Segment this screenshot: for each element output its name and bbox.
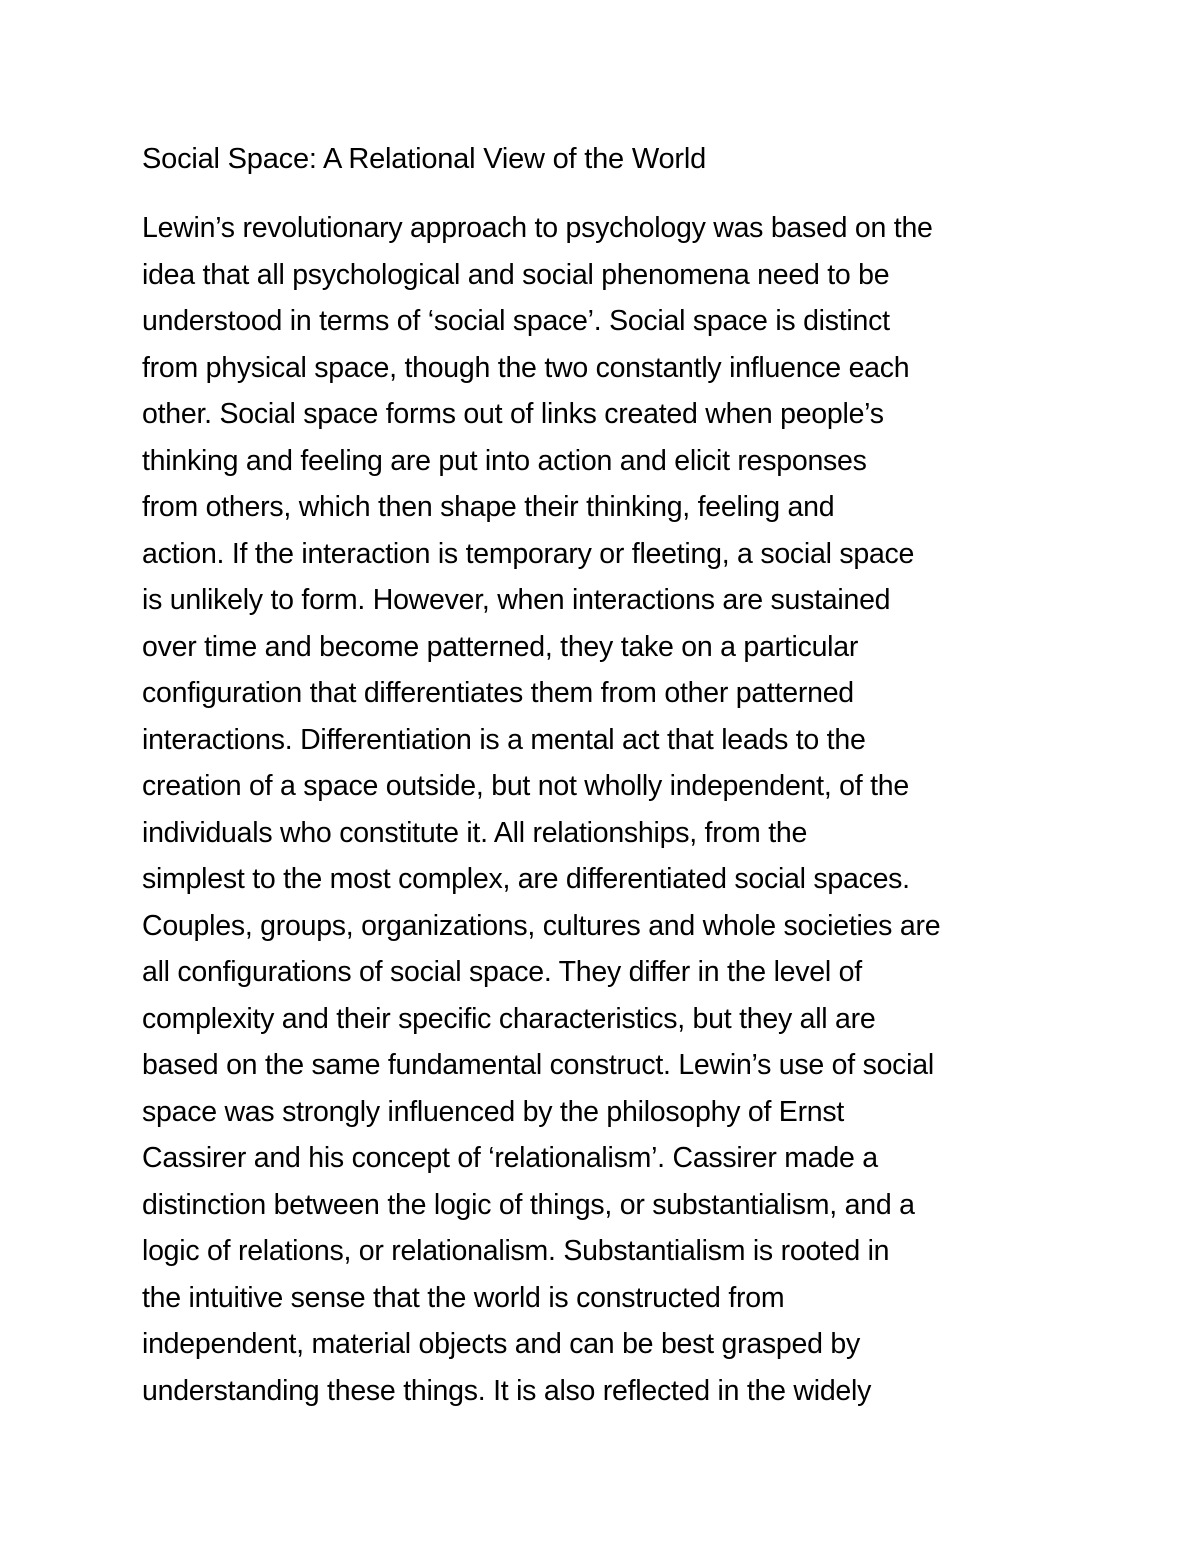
text-line: is unlikely to form. However, when interactions are sustained xyxy=(142,584,891,616)
text-line: other. Social space forms out of links created when people’s xyxy=(142,398,884,430)
text-line: based on the same fundamental construct. Lewin’s use of social xyxy=(142,1049,934,1081)
text-line: the intuitive sense that the world is constructed from xyxy=(142,1281,785,1314)
text-line: creation of a space outside, but not wholly independent, of the xyxy=(142,770,909,802)
text-line: idea that all psychological and social phenomena need to be xyxy=(142,258,890,291)
text-line: from physical space, though the two constantly influence each xyxy=(142,351,910,384)
text-line: space was strongly influenced by the philosophy of Ernst xyxy=(142,1095,845,1128)
text-line: configuration that differentiates them from other patterned xyxy=(142,677,854,709)
text-line: individuals who constitute it. All relationships, from the xyxy=(142,816,808,849)
text-line: interactions. Differentiation is a mental act that leads to the xyxy=(142,723,866,756)
text-line: logic of relations, or relationalism. Substantialism is rooted in xyxy=(142,1235,890,1267)
text-line: action. If the interaction is temporary or fleeting, a social space xyxy=(142,537,915,570)
document-title: Social Space: A Relational View of the World xyxy=(142,143,707,175)
text-line: all configurations of social space. They differ in the level of xyxy=(142,956,862,988)
text-line: simplest to the most complex, are differentiated social spaces. xyxy=(142,863,910,895)
text-line: Couples, groups, organizations, cultures and whole societies are xyxy=(142,909,941,942)
text-line: thinking and feeling are put into action and elicit responses xyxy=(142,444,867,477)
text-line: complexity and their specific characteristics, but they all are xyxy=(142,1002,876,1035)
text-line: distinction between the logic of things, or substantialism, and a xyxy=(142,1188,915,1221)
text-line: over time and become patterned, they take on a particular xyxy=(142,630,859,663)
text-line: from others, which then shape their thinking, feeling and xyxy=(142,491,835,523)
text-line: Lewin’s revolutionary approach to psychology was based on the xyxy=(142,212,933,244)
body-paragraph xyxy=(142,210,940,1419)
text-line: Cassirer and his concept of ‘relationalism’. Cassirer made a xyxy=(142,1142,878,1174)
text-line: independent, material objects and can be best grasped by xyxy=(142,1328,860,1360)
text-line: understanding these things. It is also reflected in the widely xyxy=(142,1374,872,1407)
text-line: understood in terms of ‘social space’. Social space is distinct xyxy=(142,305,890,337)
